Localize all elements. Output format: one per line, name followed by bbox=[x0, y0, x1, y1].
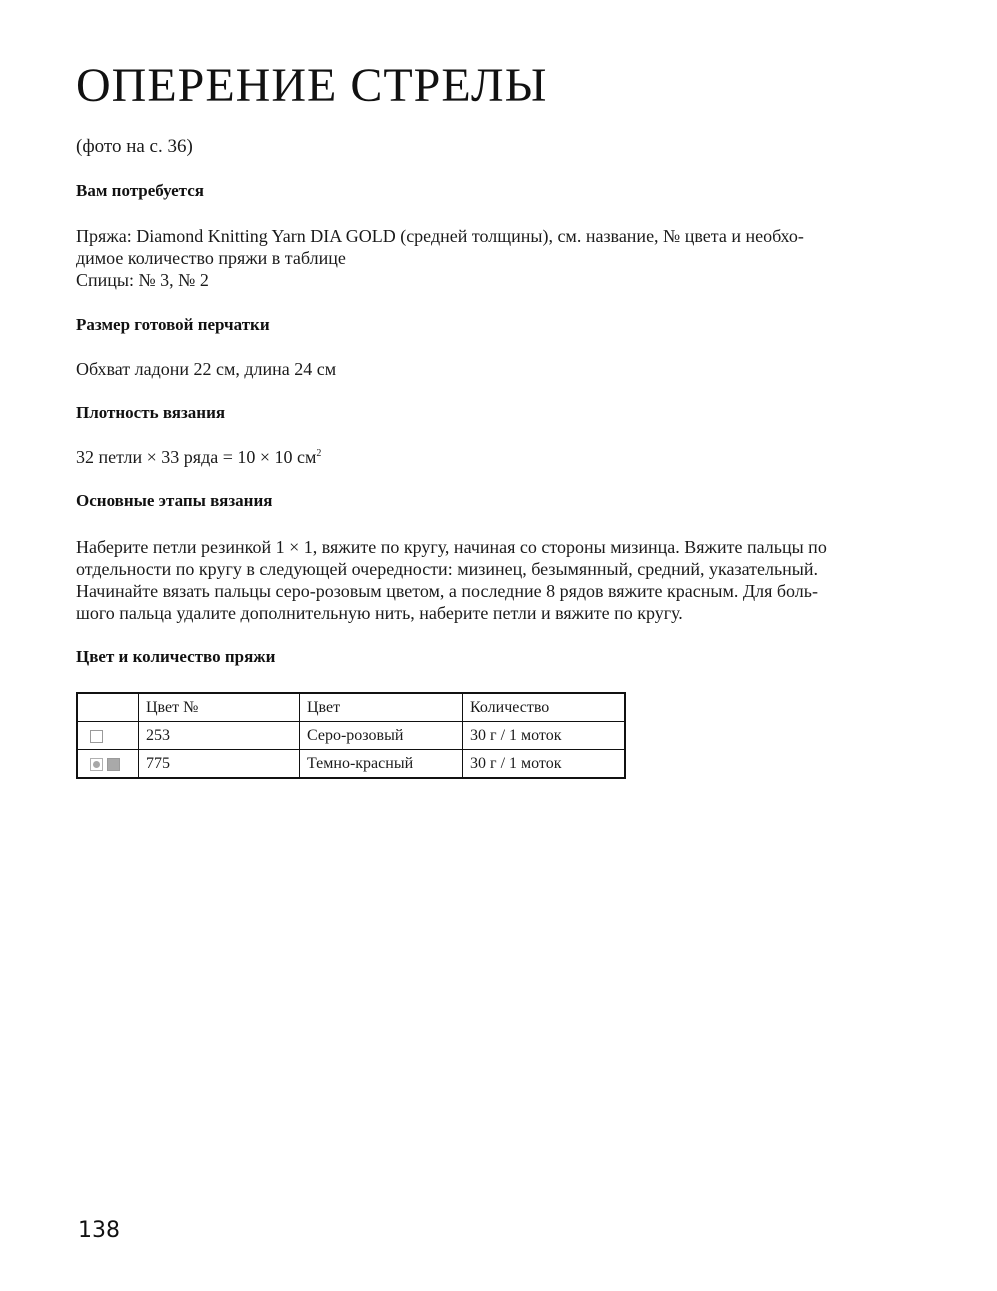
table-header-row bbox=[77, 693, 625, 722]
header-cell-color: Цвет bbox=[300, 693, 463, 722]
steps-line: Начинайте вязать пальцы серо-розовым цветом, а последние 8 рядов вяжите красным. Для боль- bbox=[76, 581, 818, 601]
materials-text bbox=[76, 225, 936, 291]
header-cell-quantity: Количество bbox=[463, 693, 626, 722]
gauge-superscript: 2 bbox=[316, 448, 322, 459]
steps-text bbox=[76, 536, 936, 624]
table-row bbox=[77, 722, 625, 750]
materials-heading: Вам потребуется bbox=[76, 181, 204, 200]
materials-line: Спицы: № 3, № 2 bbox=[76, 270, 209, 290]
color-number-cell: 775 bbox=[139, 750, 300, 779]
materials-line: Пряжа: Diamond Knitting Yarn DIA GOLD (средней толщины), см. название, № цвета и необхо- bbox=[76, 226, 804, 246]
steps-heading: Основные этапы вязания bbox=[76, 491, 273, 510]
color-name-cell: Темно-красный bbox=[300, 750, 463, 779]
yarn-table bbox=[76, 692, 626, 779]
gauge-heading: Плотность вязания bbox=[76, 403, 226, 422]
grey-square-swatch-icon bbox=[107, 758, 120, 771]
gauge-text bbox=[76, 446, 936, 468]
table-row bbox=[77, 750, 625, 779]
size-heading: Размер готовой перчатки bbox=[76, 315, 270, 334]
page-title: ОПЕРЕНИЕ СТРЕЛЫ bbox=[76, 59, 548, 112]
color-name-cell: Серо-розовый bbox=[300, 722, 463, 750]
steps-line: шого пальца удалите дополнительную нить, наберите петли и вяжите по кругу. bbox=[76, 603, 683, 623]
dot-swatch-icon bbox=[90, 758, 103, 771]
size-text bbox=[76, 358, 936, 380]
header-cell-number: Цвет № bbox=[139, 693, 300, 722]
size-line: Обхват ладони 22 см, длина 24 см bbox=[76, 359, 337, 379]
yarn-heading: Цвет и количество пряжи bbox=[76, 647, 276, 666]
quantity-cell: 30 г / 1 моток bbox=[463, 722, 626, 750]
materials-line: димое количество пряжи в таблице bbox=[76, 248, 346, 268]
color-number-cell: 253 bbox=[139, 722, 300, 750]
steps-line: отдельности по кругу в следующей очередности: мизинец, безымянный, средний, указательный. bbox=[76, 559, 819, 579]
quantity-cell: 30 г / 1 моток bbox=[463, 750, 626, 779]
header-cell-swatch bbox=[77, 693, 139, 722]
page-number: 138 bbox=[78, 1218, 120, 1243]
swatch-cell bbox=[77, 750, 139, 779]
steps-line: Наберите петли резинкой 1 × 1, вяжите по кругу, начиная со стороны мизинца. Вяжите пальцы по bbox=[76, 537, 827, 557]
photo-reference: (фото на с. 36) bbox=[76, 136, 193, 157]
swatch-cell bbox=[77, 722, 139, 750]
empty-square-swatch-icon bbox=[90, 730, 103, 743]
gauge-line: 32 петли × 33 ряда = 10 × 10 см bbox=[76, 447, 317, 467]
